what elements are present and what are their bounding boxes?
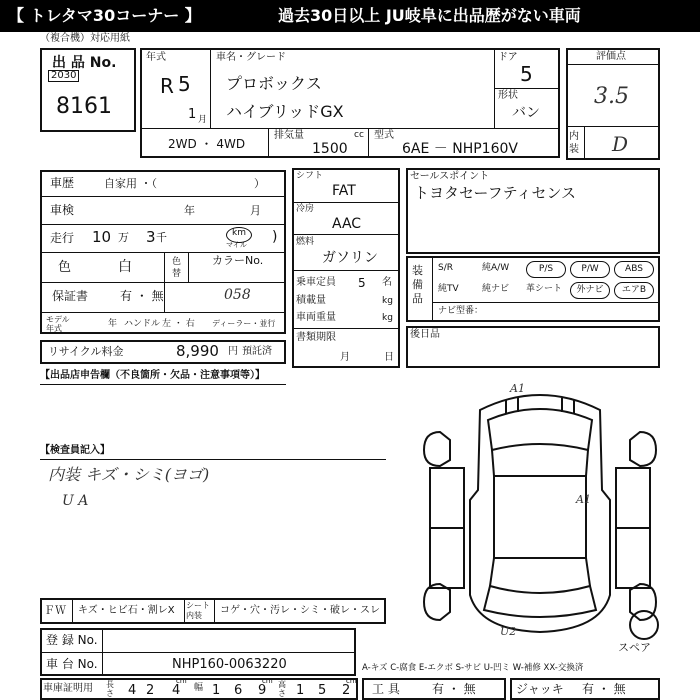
fuel-label: 燃料 <box>296 237 315 247</box>
equip-item: ABS <box>614 261 654 278</box>
tools-label: 工 具 <box>372 682 400 696</box>
history-value: 自家用 ・（ <box>104 177 157 190</box>
tools-value: 有 ・ 無 <box>432 682 476 696</box>
hei-d3: 2 <box>342 683 351 698</box>
model-label: 型式 <box>374 130 394 141</box>
equip-item: S/R <box>438 263 453 273</box>
car-name: プロボックス <box>226 74 322 93</box>
color-value: 白 <box>118 259 132 275</box>
chassis-value: NHP160-0063220 <box>172 657 287 672</box>
drive-value: 2WD ・ 4WD <box>168 137 246 151</box>
equip-item: 革シート <box>526 284 563 294</box>
wid-d3: 9 <box>258 683 267 698</box>
displacement-label: 排気量 <box>274 130 304 141</box>
color-label: 色 <box>58 260 72 275</box>
hei-cm: cm <box>346 677 357 685</box>
len-label: 長さ <box>106 680 114 698</box>
mileage-sen: 3 <box>146 228 156 246</box>
jack-label: ジャッキ <box>516 682 564 696</box>
wid-d2: 6 <box>234 683 243 698</box>
year-era: R <box>160 74 174 98</box>
inspection-year: 年 <box>184 204 195 217</box>
weight-unit: kg <box>382 313 393 323</box>
seat-label: シート内装 <box>186 601 210 620</box>
fuel-value: ガソリン <box>322 250 378 266</box>
docs-unit: 月 <box>340 352 350 363</box>
model-year-unit: 年 <box>108 319 118 329</box>
compound-note: （複合機）対応用紙 <box>40 33 130 44</box>
wid-label: 幅 <box>194 683 204 693</box>
month-unit: 月 <box>198 115 208 125</box>
wid-d1: 1 <box>212 683 221 698</box>
year-label: 年式 <box>146 52 166 63</box>
color-change: 色替 <box>172 257 182 279</box>
name-label: 車名・グレード <box>216 52 286 63</box>
warranty-label: 保証書 <box>52 289 89 303</box>
model-year-label: モデル年式 <box>46 315 70 333</box>
front-mark: A1 <box>510 382 525 395</box>
history-label: 車歴 <box>50 176 75 190</box>
capacity-value: 5 <box>358 276 366 290</box>
docs-day: 日 <box>384 352 394 363</box>
chassis-label: 車 台 No. <box>46 657 98 671</box>
month-value: 1 <box>188 107 197 122</box>
mileage-mile: マイル <box>226 241 247 249</box>
sales-label: セールスポイント <box>410 171 490 182</box>
hei-d2: 5 <box>318 683 327 698</box>
color-no-value: 058 <box>224 287 251 303</box>
equip-item: P/W <box>570 261 610 278</box>
interior-value: D <box>612 132 629 156</box>
score-value: 3.5 <box>594 84 629 109</box>
mileage-man-unit: 万 <box>118 231 129 244</box>
car-diagram <box>410 380 670 645</box>
len-d1: 4 <box>128 683 137 698</box>
legend: A-キズ C-腐食 E-エクボ S-サビ U-凹ミ W-補修 XX-交換済 <box>362 663 584 673</box>
color-no-label: カラーNo. <box>212 254 264 267</box>
banner-left: 【 トレタマ30コーナー 】 <box>8 6 201 25</box>
door-value: 5 <box>520 62 533 86</box>
len-d3: 4 <box>172 683 181 698</box>
lot-number: 8161 <box>56 94 112 119</box>
recycle-value: 8,990 <box>176 342 219 360</box>
equip-item: 純ナビ <box>482 284 510 294</box>
door-label: ドア <box>498 52 518 63</box>
fw-label: ＦＷ <box>44 604 66 617</box>
displacement-unit: cc <box>354 130 364 140</box>
cert-label: 車庫証明用 <box>43 683 93 694</box>
car-grade: ハイブリッドGX <box>226 102 344 121</box>
equip-item: 純A/W <box>482 263 510 273</box>
equip-label: 装備品 <box>412 264 423 305</box>
mileage-sen-unit: 千 <box>156 231 167 244</box>
inspection-month: 月 <box>250 204 261 217</box>
inspector-note-2: U A <box>62 493 89 509</box>
docs-label: 書類期限 <box>296 332 336 343</box>
hei-label: 高さ <box>278 680 286 698</box>
displacement-value: 1500 <box>312 141 348 157</box>
capacity-label: 乗車定員 <box>296 277 336 288</box>
wid-cm: cm <box>262 677 273 685</box>
len-cm: cm <box>176 677 187 685</box>
spare-label: スペア <box>618 641 651 654</box>
len-d2: 2 <box>146 683 155 698</box>
history-close: ） <box>254 177 265 190</box>
handle-label: ハンドル <box>124 319 161 329</box>
shift-value: FAT <box>332 183 356 199</box>
warranty-value: 有 ・ 無 <box>120 289 164 303</box>
capacity-unit: 名 <box>382 277 392 288</box>
recycle-tax: 預託済 <box>242 346 272 357</box>
dealer-label: ディーラー・並行 <box>212 319 276 328</box>
mileage-close: ) <box>272 229 278 245</box>
exhibitor-label: 【出品店申告欄（不良箇所・欠品・注意事項等）】 <box>40 370 265 381</box>
interior-label: 内装 <box>569 131 579 155</box>
lot-label: 出 品 No. <box>52 55 117 71</box>
shift-label: シフト <box>296 171 324 181</box>
mileage-label: 走行 <box>50 231 75 245</box>
mileage-man: 10 <box>92 228 112 246</box>
equip-item: 純TV <box>438 284 459 294</box>
fw-items: キズ・ヒビ石・割レX <box>78 605 175 616</box>
handle-value: 左 ・ 右 <box>162 319 195 329</box>
weight-label: 車両重量 <box>296 312 336 323</box>
hei-d1: 1 <box>296 683 305 698</box>
ac-value: AAC <box>332 216 362 232</box>
navi-label: ナビ型番： <box>438 306 484 316</box>
seat-items: コゲ・穴・汚レ・シミ・破レ・スレ <box>220 605 380 616</box>
equip-item: エアB <box>614 282 654 299</box>
banner-right: 過去30日以上 JU岐阜に出品歴がない車両 <box>278 6 581 25</box>
equip-item: 外ナビ <box>570 282 610 299</box>
recycle-label: リサイクル料金 <box>48 345 124 358</box>
mileage-km: km <box>232 228 246 238</box>
sales-value: トヨタセーフティセンス <box>414 184 577 202</box>
score-label: 評価点 <box>596 51 626 62</box>
side-mark: A1 <box>576 493 591 506</box>
inspector-note-1: 内装 キズ・シミ(ヨゴ) <box>48 465 210 484</box>
lot-sub: 2030 <box>48 70 79 82</box>
later-box <box>406 326 660 368</box>
later-label: 後日品 <box>410 329 440 340</box>
jack-value: 有 ・ 無 <box>582 682 626 696</box>
inspector-label: 【検査員記入】 <box>40 445 110 456</box>
load-label: 積載量 <box>296 295 326 306</box>
load-unit: kg <box>382 296 393 306</box>
equip-item: P/S <box>526 261 566 278</box>
inspection-label: 車検 <box>50 203 75 217</box>
ac-label: 冷房 <box>296 204 315 214</box>
reg-label: 登 録 No. <box>46 633 98 647</box>
shape-value: バン <box>512 105 540 121</box>
shape-label: 形状 <box>498 90 518 101</box>
recycle-unit: 円 <box>228 346 238 357</box>
rear-mark: U2 <box>500 625 517 638</box>
model-value: 6AE － NHP160V <box>402 141 518 157</box>
year-value: 5 <box>178 72 191 96</box>
